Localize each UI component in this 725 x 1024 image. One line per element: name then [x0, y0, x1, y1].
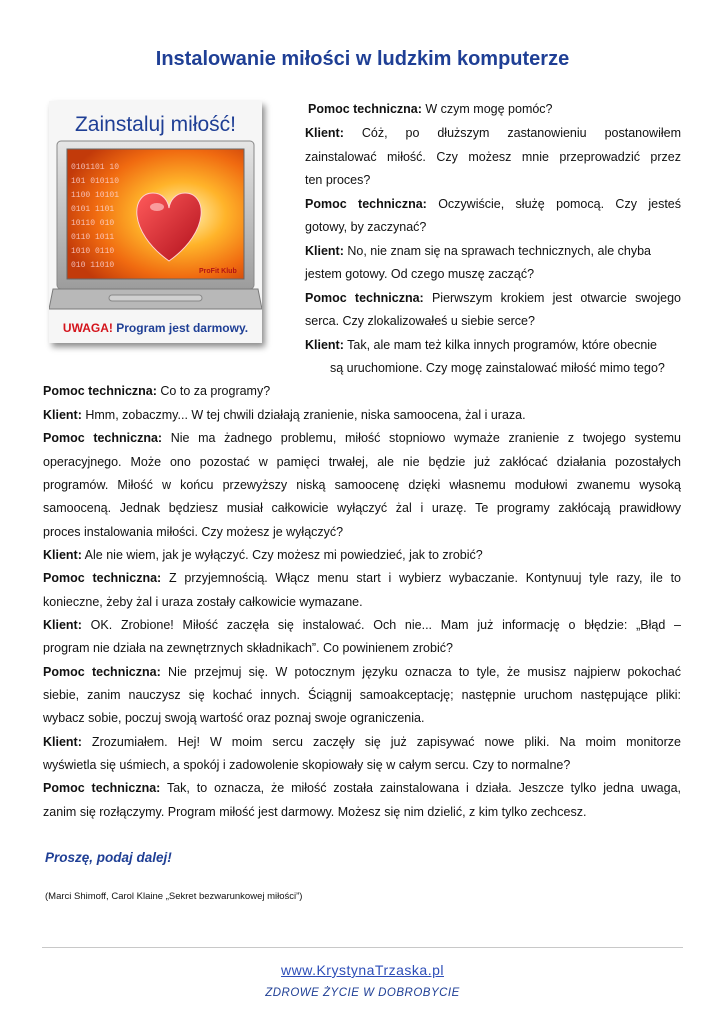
illustration-heading: Zainstaluj miłość! — [74, 113, 237, 136]
dialog-line: Pomoc techniczna: Pierwszym krokiem jest otwarcie swojego — [305, 291, 681, 305]
dialog-line: Pomoc techniczna: Co to za programy? — [43, 384, 271, 398]
dialog-line: serca. Czy zlokalizowałeś u siebie serce? — [305, 314, 535, 328]
dialog-line: konieczne, żeby żal i uraza zostały całkowicie wymazane. — [43, 595, 363, 609]
dialog-line: wyświetla się uśmiech, a spokój i zadowolenie skopiowały się w całym sercu. Czy to normalne? — [43, 758, 571, 772]
dialog-line: samooceną. Jednak będziesz musiał całkowicie wyłączyć żal i urazę. Te programy zakłócają prawidłowy — [43, 501, 681, 515]
svg-text:0110 1011: 0110 1011 — [71, 233, 115, 242]
dialog-line: są uruchomione. Czy mogę zainstalować miłość mimo tego? — [330, 361, 665, 375]
dialog-line: Pomoc techniczna: W czym mogę pomóc? — [308, 102, 553, 116]
dialog-line: Pomoc techniczna: Oczywiście, służę pomocą. Czy jesteś — [305, 197, 681, 211]
dialog-line: Klient: No, nie znam się na sprawach technicznych, ale chyba — [305, 244, 651, 258]
dialog-line: Klient: Hmm, zobaczmy... W tej chwili działają zranienie, niska samoocena, żal i uraza. — [43, 408, 526, 422]
svg-text:1010 0110: 1010 0110 — [71, 247, 115, 256]
dialog-line: Pomoc techniczna: Nie ma żadnego problemu, miłość stopniowo wymaże zranienie z twojego systemu — [43, 431, 681, 445]
dialog-line: Klient: Tak, ale mam też kilka innych programów, które obecnie — [305, 338, 658, 352]
footer-tagline: ZDROWE ŻYCIE W DOBROBYCIE — [265, 987, 460, 999]
svg-text:101 010110: 101 010110 — [71, 177, 120, 186]
dialog-line: program nie działa na zewnętrznych składnikach”. Co powinienem zrobić? — [43, 641, 453, 655]
dialog-line: Klient: Cóż, po dłuższym zastanowieniu postanowiłem — [305, 126, 681, 140]
free-program-note: Program jest darmowy. — [116, 321, 249, 335]
dialog-line: zanim się rozłączymy. Program miłość jest darmowy. Możesz się nim dzielić, z kim tylko zechcesz. — [43, 805, 587, 819]
svg-text:1100 10101: 1100 10101 — [71, 191, 120, 200]
svg-text:010 11010: 010 11010 — [71, 261, 115, 270]
install-love-illustration — [49, 101, 262, 343]
dialog-line: Klient: OK. Zrobione! Miłość zaczęła się instalować. Och nie... Mam już informację o błędzie: „Błąd – — [43, 618, 681, 632]
illustration-footer — [49, 321, 262, 335]
dialog-line: gotowy, by zaczynać? — [305, 220, 427, 234]
dialog-line: proces instalowania miłości. Czy możesz je wyłączyć? — [43, 525, 344, 539]
svg-text:0101 1101: 0101 1101 — [71, 205, 115, 214]
dialog-line: Klient: Ale nie wiem, jak je wyłączyć. Czy możesz mi powiedzieć, jak to zrobić? — [43, 548, 483, 562]
dialog-line: zainstalować miłość. Czy możesz mnie przeprowadzić przez — [305, 150, 681, 164]
laptop-heart-graphic — [49, 101, 262, 343]
footer-divider — [42, 947, 683, 948]
website-link[interactable]: www.KrystynaTrzaska.pl — [281, 962, 444, 978]
dialog-line: Pomoc techniczna: Z przyjemnością. Włącz menu start i wybierz wybaczanie. Kontynuuj tyle razy, ile to — [43, 571, 681, 585]
dialog-line: Pomoc techniczna: Nie przejmuj się. W potocznym języku oznacza to tyle, że musisz najpierw pokochać — [43, 665, 681, 679]
dialog-line: Pomoc techniczna: Tak, to oznacza, że miłość została zainstalowana i działa. Jeszcze tylko jedna uwaga, — [43, 781, 681, 795]
warning-label: UWAGA! — [62, 321, 113, 335]
dialog-line: operacyjnego. Może ono pozostać w pamięci trwałej, ale nie będzie już zakłócać działania pozostałych — [43, 455, 681, 469]
club-badge: ProFit Klub — [199, 268, 237, 275]
dialog-line: jestem gotowy. Od czego muszę zacząć? — [305, 267, 535, 281]
svg-text:10110 010: 10110 010 — [71, 219, 115, 228]
svg-text:0101101 10: 0101101 10 — [71, 163, 120, 172]
pass-it-on-heading: Proszę, podaj dalej! — [45, 850, 172, 865]
dialog-line: ten proces? — [305, 173, 371, 187]
dialog-line: programów. Miłość w końcu przewyższy niską samoocenę dzięki własnemu modułowi zwanemu wysoką — [43, 478, 681, 492]
page-title: Instalowanie miłości w ludzkim komputerze — [155, 48, 570, 70]
dialog-line: Klient: Zrozumiałem. Hej! W moim sercu zaczęły się już zapisywać nowe pliki. Na moim monitorze — [43, 735, 681, 749]
source-citation: (Marci Shimoff, Carol Klaine „Sekret bezwarunkowej miłości”) — [45, 891, 303, 902]
dialog-line: siebie, zanim nauczysz się kochać innych. Ściągnij samoakceptację; następnie uruchom następujące pliki: — [43, 688, 681, 702]
dialog-line: wybacz sobie, poczuj swoją wartość oraz poznaj swoje ograniczenia. — [43, 711, 425, 725]
